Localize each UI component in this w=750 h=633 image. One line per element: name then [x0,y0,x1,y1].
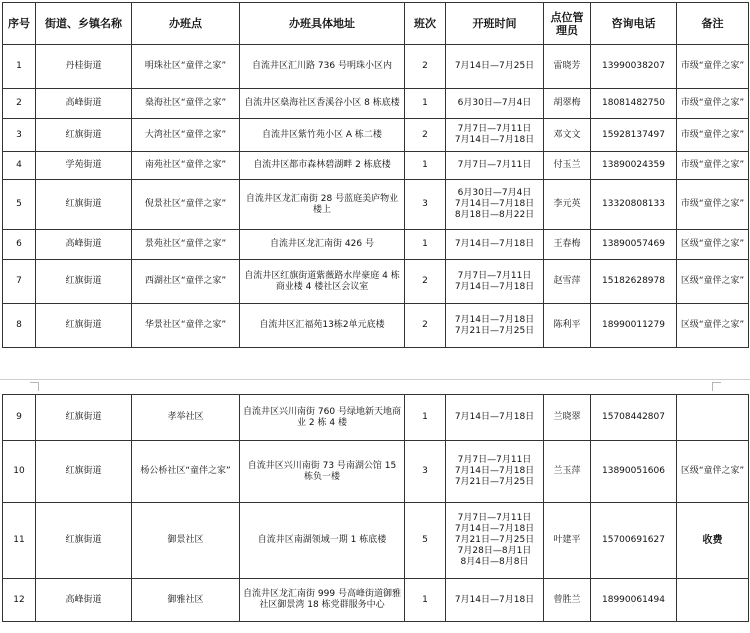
enrollment-table-page-1 [2,2,749,348]
contact-phone: 13890024359 [591,152,677,180]
site-name: 孝举社区 [132,395,240,441]
remark: 市级“童伴之家” [677,180,749,230]
class-time-range: 7月28日—8月1日 [457,546,532,556]
class-time-range: 7月14日—7月18日 [454,524,535,534]
site-manager: 邓文文 [544,119,591,152]
table-row [3,395,749,441]
site-name: 华景社区“童伴之家” [132,304,240,348]
class-time-range: 7月14日—7月18日 [454,314,535,325]
site-name: 御雅社区 [132,579,240,622]
header-street: 街道、乡镇名称 [36,3,132,45]
class-times [446,441,544,503]
row-number: 2 [3,89,36,119]
site-address: 自流井区兴川南街 760 号绿地新天地商业 2 栋 4 楼 [240,395,405,441]
remark: 市级“童伴之家” [677,89,749,119]
site-name: 大湾社区“童伴之家” [132,119,240,152]
table-row [3,503,749,579]
street-name: 红旗街道 [36,304,132,348]
header-phone: 咨询电话 [591,3,677,45]
contact-phone: 15700691627 [591,503,677,579]
site-address: 自流井区汇福苑13栋2单元底楼 [240,304,405,348]
street-name: 高峰街道 [36,89,132,119]
row-number: 6 [3,230,36,260]
row-number: 11 [3,503,36,579]
class-count: 2 [405,119,446,152]
remark [677,579,749,622]
class-time-range: 7月14日—7月18日 [454,466,535,476]
remark: 区级“童伴之家” [677,304,749,348]
contact-phone: 15182628978 [591,260,677,304]
table-row [3,304,749,348]
class-time-range: 8月4日—8月8日 [460,557,529,567]
header-times: 开班时间 [446,3,544,45]
class-count: 1 [405,230,446,260]
class-time-range: 7月14日—7月18日 [454,239,535,249]
class-count: 2 [405,45,446,89]
header-site: 办班点 [132,3,240,45]
contact-phone: 18081482750 [591,89,677,119]
remark: 收费 [677,503,749,579]
class-count: 1 [405,89,446,119]
class-count: 2 [405,260,446,304]
table-row [3,119,749,152]
class-count: 3 [405,180,446,230]
site-name: 燊海社区“童伴之家” [132,89,240,119]
header-note: 备注 [677,3,749,45]
contact-phone: 13890057469 [591,230,677,260]
site-name: 杨公桥社区“童伴之家” [132,441,240,503]
class-times [446,152,544,180]
class-times [446,395,544,441]
street-name: 红旗街道 [36,260,132,304]
row-number: 8 [3,304,36,348]
class-time-range: 7月14日—7月18日 [454,412,535,422]
class-times [446,119,544,152]
street-name: 红旗街道 [36,395,132,441]
class-times [446,45,544,89]
street-name: 红旗街道 [36,441,132,503]
class-time-range: 7月21日—7月25日 [454,325,535,336]
site-name: 景苑社区“童伴之家” [132,230,240,260]
class-time-range: 7月7日—7月11日 [457,160,532,170]
street-name: 高峰街道 [36,230,132,260]
site-manager: 王春梅 [544,230,591,260]
class-time-range: 6月30日—7月4日 [457,98,532,108]
class-time-range: 7月14日—7月18日 [454,199,535,209]
header-row [3,3,749,45]
class-count: 2 [405,304,446,348]
header-classes: 班次 [405,3,446,45]
row-number: 4 [3,152,36,180]
class-time-range: 7月14日—7月18日 [454,281,535,292]
site-name: 明珠社区“童伴之家” [132,45,240,89]
row-number: 5 [3,180,36,230]
site-manager: 曾胜兰 [544,579,591,622]
contact-phone: 13320808133 [591,180,677,230]
row-number: 1 [3,45,36,89]
row-number: 10 [3,441,36,503]
site-manager: 胡翠梅 [544,89,591,119]
site-manager: 叶建平 [544,503,591,579]
street-name: 红旗街道 [36,180,132,230]
contact-phone: 13890051606 [591,441,677,503]
class-time-range: 7月7日—7月11日 [457,513,532,523]
class-times [446,579,544,622]
header-address: 办班具体地址 [240,3,405,45]
remark: 区级“童伴之家” [677,260,749,304]
header-manager: 点位管理员 [544,3,591,45]
site-address: 自流井区南湖领域一期 1 栋底楼 [240,503,405,579]
site-address: 自流井区燊海社区香溪谷小区 8 栋底楼 [240,89,405,119]
site-manager: 赵雪萍 [544,260,591,304]
site-address: 自流井区龙汇南街 28 号蓝庭美庐物业楼上 [240,180,405,230]
site-manager: 李元英 [544,180,591,230]
header-no: 序号 [3,3,36,45]
class-time-range: 7月14日—7月18日 [454,135,535,145]
class-times [446,89,544,119]
class-times [446,503,544,579]
class-count: 5 [405,503,446,579]
remark: 市级“童伴之家” [677,119,749,152]
class-times [446,260,544,304]
remark: 市级“童伴之家” [677,152,749,180]
class-time-range: 8月18日—8月22日 [454,210,535,220]
street-name: 红旗街道 [36,503,132,579]
table-row [3,260,749,304]
street-name: 学苑街道 [36,152,132,180]
remark [677,395,749,441]
remark: 区级“童伴之家” [677,441,749,503]
street-name: 高峰街道 [36,579,132,622]
site-manager: 陈利平 [544,304,591,348]
table-row [3,152,749,180]
class-count: 3 [405,441,446,503]
site-manager: 雷晓芳 [544,45,591,89]
site-address: 自流井区龙汇南街 999 号高峰街道御雅社区御景湾 18 栋党群服务中心 [240,579,405,622]
site-manager: 付玉兰 [544,152,591,180]
class-time-range: 7月7日—7月11日 [457,455,532,465]
class-times [446,304,544,348]
class-times [446,180,544,230]
contact-phone: 15708442807 [591,395,677,441]
site-address: 自流井区汇川路 736 号明珠小区内 [240,45,405,89]
site-name: 西湖社区“童伴之家” [132,260,240,304]
table-row [3,441,749,503]
contact-phone: 15928137497 [591,119,677,152]
street-name: 丹桂街道 [36,45,132,89]
site-name: 南苑社区“童伴之家” [132,152,240,180]
contact-phone: 18990061494 [591,579,677,622]
remark: 区级“童伴之家” [677,230,749,260]
class-count: 1 [405,395,446,441]
class-time-range: 7月14日—7月25日 [454,61,535,71]
remark: 市级“童伴之家” [677,45,749,89]
table-row [3,579,749,622]
row-number: 12 [3,579,36,622]
class-time-range: 7月7日—7月11日 [457,124,532,134]
street-name: 红旗街道 [36,119,132,152]
table-row [3,89,749,119]
row-number: 7 [3,260,36,304]
class-time-range: 7月21日—7月25日 [454,477,535,487]
row-number: 3 [3,119,36,152]
enrollment-table-page-2 [2,394,749,622]
class-time-range: 6月30日—7月4日 [457,188,532,198]
class-count: 1 [405,152,446,180]
site-address: 自流井区紫竹苑小区 A 栋二楼 [240,119,405,152]
site-address: 自流井区红旗街道紫薇路水岸豪庭 4 栋商业楼 4 楼社区会议室 [240,260,405,304]
site-manager: 兰玉萍 [544,441,591,503]
class-time-range: 7月7日—7月11日 [457,270,532,281]
site-address: 自流井区龙汇南街 426 号 [240,230,405,260]
contact-phone: 18990011279 [591,304,677,348]
table-row [3,230,749,260]
class-count: 1 [405,579,446,622]
class-times [446,230,544,260]
row-number: 9 [3,395,36,441]
table-row [3,45,749,89]
site-name: 御景社区 [132,503,240,579]
class-time-range: 7月21日—7月25日 [454,535,535,545]
site-address: 自流井区都市森林碧湖畔 2 栋底楼 [240,152,405,180]
site-manager: 兰晓翠 [544,395,591,441]
table-row [3,180,749,230]
site-address: 自流井区兴川南街 73 号南湖公馆 15 栋负一楼 [240,441,405,503]
class-time-range: 7月14日—7月18日 [454,594,535,605]
contact-phone: 13990038207 [591,45,677,89]
site-name: 倪景社区“童伴之家” [132,180,240,230]
